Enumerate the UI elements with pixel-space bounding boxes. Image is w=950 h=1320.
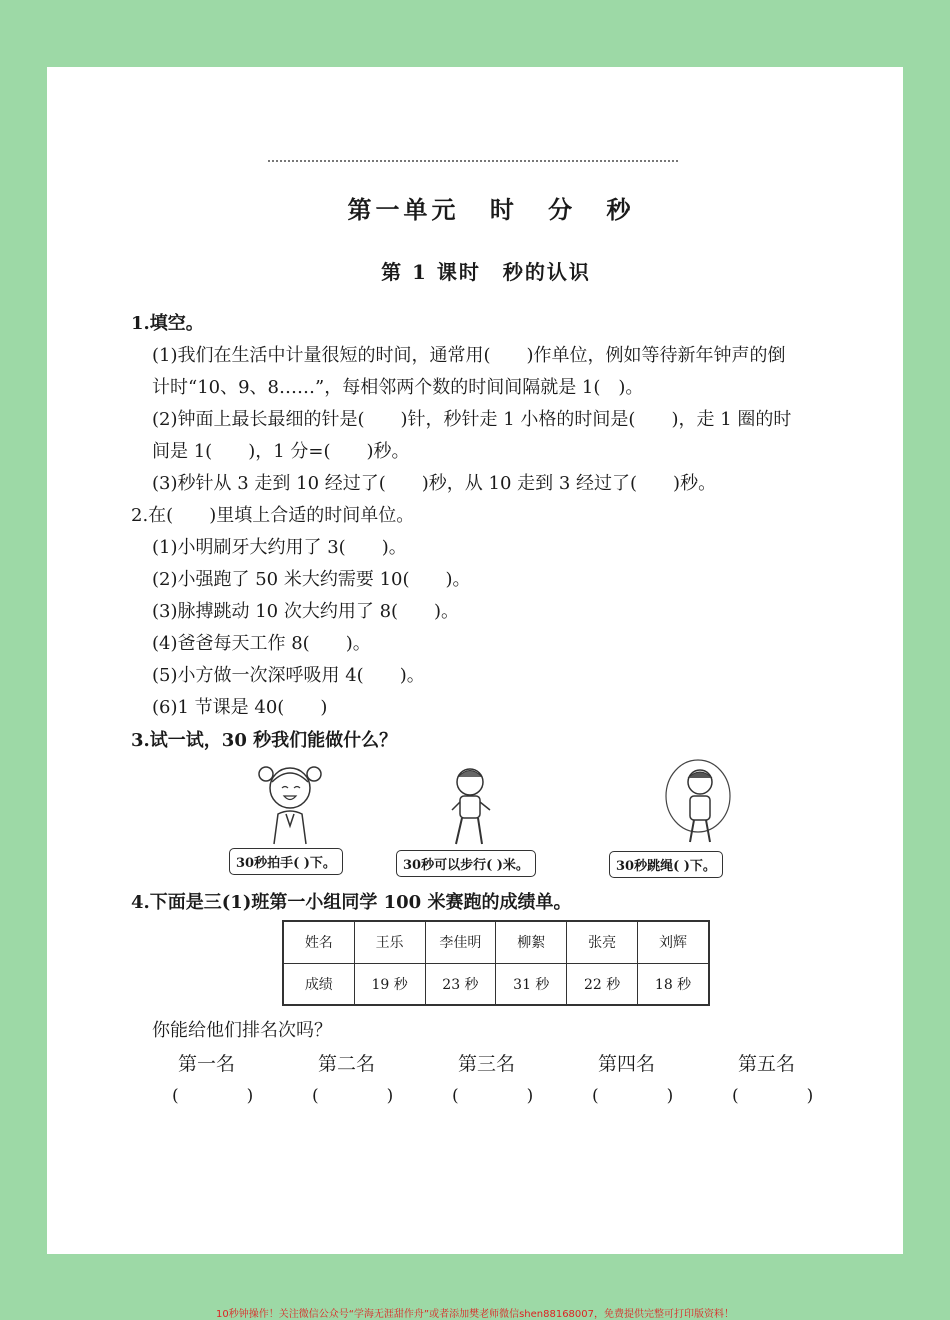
race-results-table xyxy=(282,920,710,1006)
q1-line: (2)钟面上最长最细的针是( )针，秒针走 1 小格的时间是( )，走 1 圈的时 xyxy=(152,409,792,430)
q2-item: (5)小方做一次深呼吸用 4( )。 xyxy=(152,665,425,686)
q2-item: (3)脉搏跳动 10 次大约用了 8( )。 xyxy=(152,601,460,622)
rank-label: 第二名 xyxy=(318,1053,376,1075)
name-cell: 李佳明 xyxy=(425,921,496,963)
clapping-bubble: 30秒拍手( )下。 xyxy=(229,848,343,875)
score-cell: 19 秒 xyxy=(354,963,425,1005)
unit-title xyxy=(0,190,950,225)
unit-word-minute: 分 xyxy=(548,195,577,224)
name-cell: 王乐 xyxy=(354,921,425,963)
rank-label: 第一名 xyxy=(178,1053,236,1075)
name-cell: 柳絮 xyxy=(496,921,567,963)
rank-label: 第四名 xyxy=(598,1053,656,1075)
name-cell: 刘辉 xyxy=(638,921,709,963)
boy-jumping-rope-illustration xyxy=(660,758,740,850)
q1-line: 计时“10、9、8……”，每相邻两个数的时间间隔就是 1( )。 xyxy=(152,377,644,398)
header-divider xyxy=(268,160,678,162)
q1-line: (3)秒针从 3 走到 10 经过了( )秒，从 10 走到 3 经过了( )秒。 xyxy=(152,473,717,494)
q2-item: (2)小强跑了 50 米大约需要 10( )。 xyxy=(152,569,471,590)
q1-line: 间是 1( )，1 分=( )秒。 xyxy=(152,441,410,462)
ranking-question: 你能给他们排名次吗？ xyxy=(152,1020,332,1041)
table-row xyxy=(283,963,709,1005)
promo-footer: 10秒钟操作！关注微信公众号“学海无涯甜作舟”或者添加樊老师微信shen88168007，免费提供完整可打印版资料！ xyxy=(215,1309,735,1320)
table-header-cell: 姓名 xyxy=(283,921,354,963)
walking-bubble: 30秒可以步行( )米。 xyxy=(396,850,536,877)
rank-answer-blank[interactable]: ( ) xyxy=(452,1086,534,1106)
q1-line: (1)我们在生活中计量很短的时间，通常用( )作单位，例如等待新年钟声的倒 xyxy=(152,345,786,366)
rank-answer-blank[interactable]: ( ) xyxy=(732,1086,814,1106)
jumping-rope-bubble: 30秒跳绳( )下。 xyxy=(609,851,723,878)
q3-heading: 3.试一试，30 秒我们能做什么？ xyxy=(131,730,398,751)
girl-clapping-illustration xyxy=(250,758,330,850)
score-cell: 22 秒 xyxy=(567,963,638,1005)
boy-walking-illustration xyxy=(440,762,500,850)
q2-item: (4)爸爸每天工作 8( )。 xyxy=(152,633,371,654)
table-header-cell: 成绩 xyxy=(283,963,354,1005)
rank-answer-blank[interactable]: ( ) xyxy=(592,1086,674,1106)
q2-item: (6)1 节课是 40( ) xyxy=(152,697,328,718)
q2-item: (1)小明刷牙大约用了 3( )。 xyxy=(152,537,407,558)
score-cell: 18 秒 xyxy=(638,963,709,1005)
unit-word-second: 秒 xyxy=(606,195,635,224)
score-cell: 31 秒 xyxy=(496,963,567,1005)
q1-heading: 1.填空。 xyxy=(131,313,204,334)
rank-label: 第五名 xyxy=(738,1053,796,1075)
q2-heading: 2.在( )里填上合适的时间单位。 xyxy=(131,505,415,526)
q4-heading: 4.下面是三(1)班第一小组同学 100 米赛跑的成绩单。 xyxy=(131,892,572,913)
rank-label: 第三名 xyxy=(458,1053,516,1075)
rank-answer-blank[interactable]: ( ) xyxy=(312,1086,394,1106)
rank-answer-blank[interactable]: ( ) xyxy=(172,1086,254,1106)
name-cell: 张亮 xyxy=(567,921,638,963)
lesson-title: 第 1 课时 秒的认识 xyxy=(381,260,591,284)
score-cell: 23 秒 xyxy=(425,963,496,1005)
table-row xyxy=(283,921,709,963)
unit-word-hour: 时 xyxy=(489,195,518,224)
unit-title-text: 第一单元 xyxy=(347,195,460,224)
